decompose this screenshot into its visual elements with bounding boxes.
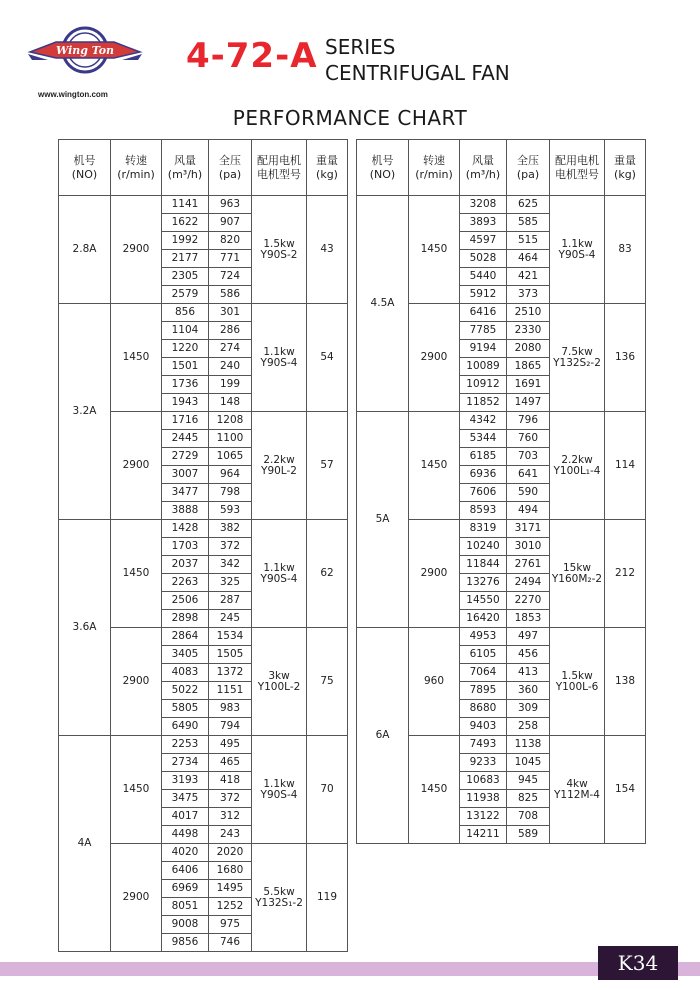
table-row — [357, 628, 646, 646]
speed-cell: 1450 — [111, 520, 162, 628]
airflow-cell: 3893 — [460, 214, 507, 232]
performance-table-left — [58, 139, 348, 952]
airflow-cell: 2506 — [162, 592, 209, 610]
pressure-cell: 2080 — [507, 340, 550, 358]
model-cell: 4A — [59, 736, 111, 952]
airflow-cell: 2864 — [162, 628, 209, 646]
pressure-cell: 274 — [209, 340, 252, 358]
airflow-cell: 6416 — [460, 304, 507, 322]
table-row — [59, 520, 348, 538]
motor-cell — [550, 520, 605, 628]
airflow-cell: 8593 — [460, 502, 507, 520]
motor-cell-line1: 7.5kw — [561, 345, 593, 358]
airflow-cell: 9856 — [162, 934, 209, 952]
motor-cell-line2: Y90L-2 — [261, 464, 297, 477]
speed-cell: 1450 — [409, 196, 460, 304]
pressure-cell: 794 — [209, 718, 252, 736]
airflow-cell: 2729 — [162, 448, 209, 466]
col-header-pressure — [507, 140, 550, 196]
pressure-cell: 963 — [209, 196, 252, 214]
col-header-speed — [409, 140, 460, 196]
airflow-cell: 7064 — [460, 664, 507, 682]
col-header-airflow — [460, 140, 507, 196]
pressure-cell: 945 — [507, 772, 550, 790]
pressure-cell: 1691 — [507, 376, 550, 394]
pressure-cell: 1151 — [209, 682, 252, 700]
speed-cell: 960 — [409, 628, 460, 736]
pressure-cell: 641 — [507, 466, 550, 484]
weight-cell: 43 — [307, 196, 348, 304]
motor-cell-line1: 2.2kw — [561, 453, 593, 466]
airflow-cell: 1736 — [162, 376, 209, 394]
motor-cell-line1: 4kw — [566, 777, 588, 790]
airflow-cell: 1428 — [162, 520, 209, 538]
motor-cell — [252, 304, 307, 412]
pressure-cell: 2494 — [507, 574, 550, 592]
col-header-speed-line2: (r/min) — [415, 167, 453, 181]
speed-cell: 1450 — [409, 736, 460, 844]
airflow-cell: 6936 — [460, 466, 507, 484]
airflow-cell: 1703 — [162, 538, 209, 556]
airflow-cell: 2734 — [162, 754, 209, 772]
airflow-cell: 14211 — [460, 826, 507, 844]
col-header-motor-line2: 电机型号 — [257, 167, 301, 181]
col-header-weight — [605, 140, 646, 196]
pressure-cell: 760 — [507, 430, 550, 448]
col-header-weight-line2: (kg) — [614, 167, 636, 181]
pressure-cell: 798 — [209, 484, 252, 502]
speed-cell: 1450 — [111, 304, 162, 412]
motor-cell-line2: Y90S-4 — [260, 788, 298, 801]
col-header-speed-line1: 转速 — [423, 153, 445, 167]
airflow-cell: 4342 — [460, 412, 507, 430]
speed-cell: 2900 — [111, 844, 162, 952]
motor-cell — [550, 628, 605, 736]
weight-cell: 136 — [605, 304, 646, 412]
pressure-cell: 456 — [507, 646, 550, 664]
logo-text: Wing Ton — [55, 44, 115, 57]
speed-cell: 1450 — [409, 412, 460, 520]
airflow-cell: 10683 — [460, 772, 507, 790]
pressure-cell: 1865 — [507, 358, 550, 376]
speed-cell: 2900 — [409, 304, 460, 412]
model-cell: 2.8A — [59, 196, 111, 304]
speed-cell: 2900 — [111, 628, 162, 736]
pressure-cell: 586 — [209, 286, 252, 304]
pressure-cell: 373 — [507, 286, 550, 304]
airflow-cell: 2253 — [162, 736, 209, 754]
pressure-cell: 245 — [209, 610, 252, 628]
airflow-cell: 9194 — [460, 340, 507, 358]
airflow-cell: 6490 — [162, 718, 209, 736]
col-header-airflow — [162, 140, 209, 196]
pressure-cell: 796 — [507, 412, 550, 430]
airflow-cell: 2305 — [162, 268, 209, 286]
col-header-pressure — [209, 140, 252, 196]
table-row — [59, 304, 348, 322]
airflow-cell: 10240 — [460, 538, 507, 556]
col-header-pressure-line2: (pa) — [516, 167, 540, 181]
model-cell: 4.5A — [357, 196, 409, 412]
weight-cell: 212 — [605, 520, 646, 628]
airflow-cell: 7785 — [460, 322, 507, 340]
airflow-cell: 856 — [162, 304, 209, 322]
pressure-cell: 495 — [209, 736, 252, 754]
motor-cell-line2: Y160M₂-2 — [551, 572, 603, 585]
airflow-cell: 9403 — [460, 718, 507, 736]
pressure-cell: 585 — [507, 214, 550, 232]
pressure-cell: 625 — [507, 196, 550, 214]
col-header-model-no-line2: (NO) — [369, 167, 396, 181]
weight-cell: 138 — [605, 628, 646, 736]
motor-cell — [252, 412, 307, 520]
col-header-model-no — [59, 140, 111, 196]
pressure-cell: 258 — [507, 718, 550, 736]
weight-cell: 154 — [605, 736, 646, 844]
airflow-cell: 6969 — [162, 880, 209, 898]
series-line-1: SERIES — [325, 35, 396, 59]
pressure-cell: 515 — [507, 232, 550, 250]
col-header-model-no-line1: 机号 — [371, 153, 394, 167]
airflow-cell: 5028 — [460, 250, 507, 268]
airflow-cell: 11844 — [460, 556, 507, 574]
airflow-cell: 14550 — [460, 592, 507, 610]
airflow-cell: 9233 — [460, 754, 507, 772]
pressure-cell: 825 — [507, 790, 550, 808]
airflow-cell: 7606 — [460, 484, 507, 502]
pressure-cell: 325 — [209, 574, 252, 592]
weight-cell: 119 — [307, 844, 348, 952]
airflow-cell: 4498 — [162, 826, 209, 844]
pressure-cell: 1853 — [507, 610, 550, 628]
pressure-cell: 286 — [209, 322, 252, 340]
pressure-cell: 382 — [209, 520, 252, 538]
col-header-weight-line2: (kg) — [316, 167, 338, 181]
airflow-cell: 4083 — [162, 664, 209, 682]
motor-cell — [252, 520, 307, 628]
pressure-cell: 3171 — [507, 520, 550, 538]
col-header-pressure-line1: 全压 — [219, 153, 241, 167]
pressure-cell: 148 — [209, 394, 252, 412]
motor-cell-line2: Y100L-6 — [555, 680, 599, 693]
airflow-cell: 1716 — [162, 412, 209, 430]
airflow-cell: 8319 — [460, 520, 507, 538]
col-header-speed — [111, 140, 162, 196]
pressure-cell: 589 — [507, 826, 550, 844]
col-header-weight-line1: 重量 — [614, 153, 636, 167]
col-header-weight — [307, 140, 348, 196]
col-header-weight-line1: 重量 — [316, 153, 338, 167]
model-cell: 3.2A — [59, 304, 111, 520]
airflow-cell: 5912 — [460, 286, 507, 304]
airflow-cell: 1104 — [162, 322, 209, 340]
col-header-pressure-line2: (pa) — [218, 167, 242, 181]
pressure-cell: 975 — [209, 916, 252, 934]
pressure-cell: 820 — [209, 232, 252, 250]
airflow-cell: 7895 — [460, 682, 507, 700]
col-header-model-no — [357, 140, 409, 196]
airflow-cell: 3475 — [162, 790, 209, 808]
airflow-cell: 1501 — [162, 358, 209, 376]
pressure-cell: 342 — [209, 556, 252, 574]
pressure-cell: 494 — [507, 502, 550, 520]
airflow-cell: 1141 — [162, 196, 209, 214]
airflow-cell: 11852 — [460, 394, 507, 412]
page-code: K34 — [598, 946, 678, 980]
wington-logo — [26, 24, 144, 90]
model-cell: 5A — [357, 412, 409, 628]
table-row — [357, 412, 646, 430]
pressure-cell: 1208 — [209, 412, 252, 430]
airflow-cell: 5344 — [460, 430, 507, 448]
motor-cell-line2: Y132S₁-2 — [255, 896, 303, 909]
pressure-cell: 724 — [209, 268, 252, 286]
pressure-cell: 2510 — [507, 304, 550, 322]
col-header-model-no-line2: (NO) — [71, 167, 98, 181]
pressure-cell: 1372 — [209, 664, 252, 682]
pressure-cell: 590 — [507, 484, 550, 502]
airflow-cell: 5805 — [162, 700, 209, 718]
pressure-cell: 983 — [209, 700, 252, 718]
airflow-cell: 4953 — [460, 628, 507, 646]
weight-cell: 57 — [307, 412, 348, 520]
pressure-cell: 372 — [209, 538, 252, 556]
airflow-cell: 4597 — [460, 232, 507, 250]
pressure-cell: 1100 — [209, 430, 252, 448]
motor-cell-line2: Y90S-4 — [260, 356, 298, 369]
series-title — [325, 34, 510, 86]
col-header-motor — [550, 140, 605, 196]
table-row — [59, 736, 348, 754]
pressure-cell: 1065 — [209, 448, 252, 466]
motor-cell — [550, 304, 605, 412]
airflow-cell: 8680 — [460, 700, 507, 718]
speed-cell: 2900 — [111, 196, 162, 304]
airflow-cell: 1943 — [162, 394, 209, 412]
pressure-cell: 464 — [507, 250, 550, 268]
col-header-airflow-line1: 风量 — [174, 153, 196, 167]
motor-cell — [252, 844, 307, 952]
pressure-cell: 309 — [507, 700, 550, 718]
pressure-cell: 2020 — [209, 844, 252, 862]
col-header-motor-line1: 配用电机 — [555, 153, 599, 167]
airflow-cell: 3208 — [460, 196, 507, 214]
model-cell: 6A — [357, 628, 409, 844]
pressure-cell: 287 — [209, 592, 252, 610]
airflow-cell: 6406 — [162, 862, 209, 880]
motor-cell — [252, 628, 307, 736]
weight-cell: 70 — [307, 736, 348, 844]
col-header-airflow-line2: (m³/h) — [465, 167, 501, 181]
performance-table-right — [356, 139, 646, 844]
motor-cell-line1: 1.1kw — [263, 561, 295, 574]
airflow-cell: 2177 — [162, 250, 209, 268]
weight-cell: 114 — [605, 412, 646, 520]
weight-cell: 83 — [605, 196, 646, 304]
airflow-cell: 3007 — [162, 466, 209, 484]
pressure-cell: 1680 — [209, 862, 252, 880]
pressure-cell: 1497 — [507, 394, 550, 412]
motor-cell-line1: 2.2kw — [263, 453, 295, 466]
pressure-cell: 418 — [209, 772, 252, 790]
header-row — [59, 140, 348, 196]
airflow-cell: 13122 — [460, 808, 507, 826]
pressure-cell: 3010 — [507, 538, 550, 556]
weight-cell: 54 — [307, 304, 348, 412]
speed-cell: 1450 — [111, 736, 162, 844]
pressure-cell: 703 — [507, 448, 550, 466]
airflow-cell: 13276 — [460, 574, 507, 592]
motor-cell-line2: Y100L₁-4 — [553, 464, 601, 477]
pressure-cell: 2330 — [507, 322, 550, 340]
website-url[interactable]: www.wington.com — [38, 90, 108, 99]
airflow-cell: 2263 — [162, 574, 209, 592]
speed-cell: 2900 — [111, 412, 162, 520]
pressure-cell: 1505 — [209, 646, 252, 664]
airflow-cell: 16420 — [460, 610, 507, 628]
airflow-cell: 9008 — [162, 916, 209, 934]
col-header-speed-line2: (r/min) — [117, 167, 155, 181]
motor-cell-line1: 5.5kw — [263, 885, 295, 898]
pressure-cell: 243 — [209, 826, 252, 844]
airflow-cell: 10912 — [460, 376, 507, 394]
pressure-cell: 593 — [209, 502, 252, 520]
pressure-cell: 1495 — [209, 880, 252, 898]
motor-cell-line2: Y90S-4 — [558, 248, 596, 261]
motor-cell — [550, 736, 605, 844]
chart-heading: PERFORMANCE CHART — [232, 106, 468, 130]
airflow-cell: 2898 — [162, 610, 209, 628]
footer-bar — [0, 962, 700, 976]
header-row — [357, 140, 646, 196]
pressure-cell: 708 — [507, 808, 550, 826]
motor-cell-line2: Y112M-4 — [554, 788, 600, 801]
col-header-motor-line1: 配用电机 — [257, 153, 301, 167]
motor-cell-line2: Y132S₂-2 — [553, 356, 601, 369]
pressure-cell: 497 — [507, 628, 550, 646]
pressure-cell: 1045 — [507, 754, 550, 772]
weight-cell: 75 — [307, 628, 348, 736]
motor-cell — [550, 412, 605, 520]
pressure-cell: 421 — [507, 268, 550, 286]
col-header-motor — [252, 140, 307, 196]
airflow-cell: 1992 — [162, 232, 209, 250]
pressure-cell: 771 — [209, 250, 252, 268]
col-header-speed-line1: 转速 — [125, 153, 147, 167]
airflow-cell: 2037 — [162, 556, 209, 574]
airflow-cell: 2445 — [162, 430, 209, 448]
weight-cell: 62 — [307, 520, 348, 628]
motor-cell — [252, 736, 307, 844]
airflow-cell: 3477 — [162, 484, 209, 502]
pressure-cell: 301 — [209, 304, 252, 322]
pressure-cell: 413 — [507, 664, 550, 682]
pressure-cell: 199 — [209, 376, 252, 394]
motor-cell-line2: Y90S-4 — [260, 572, 298, 585]
pressure-cell: 240 — [209, 358, 252, 376]
pressure-cell: 2270 — [507, 592, 550, 610]
col-header-model-no-line1: 机号 — [73, 153, 96, 167]
pressure-cell: 1252 — [209, 898, 252, 916]
col-header-pressure-line1: 全压 — [517, 153, 539, 167]
airflow-cell: 4017 — [162, 808, 209, 826]
airflow-cell: 3405 — [162, 646, 209, 664]
model-cell: 3.6A — [59, 520, 111, 736]
col-header-airflow-line1: 风量 — [472, 153, 494, 167]
pressure-cell: 465 — [209, 754, 252, 772]
series-line-2: CENTRIFUGAL FAN — [325, 61, 510, 85]
motor-cell-line1: 15kw — [562, 561, 592, 574]
motor-cell-line2: Y100L-2 — [257, 680, 301, 693]
airflow-cell: 4020 — [162, 844, 209, 862]
motor-cell-line1: 1.1kw — [561, 237, 593, 250]
pressure-cell: 746 — [209, 934, 252, 952]
pressure-cell: 1138 — [507, 736, 550, 754]
motor-cell — [550, 196, 605, 304]
motor-cell — [252, 196, 307, 304]
pressure-cell: 372 — [209, 790, 252, 808]
speed-cell: 2900 — [409, 520, 460, 628]
motor-cell-line1: 3kw — [268, 669, 290, 682]
motor-cell-line1: 1.5kw — [263, 237, 295, 250]
airflow-cell: 11938 — [460, 790, 507, 808]
motor-cell-line1: 1.1kw — [263, 345, 295, 358]
pressure-cell: 964 — [209, 466, 252, 484]
col-header-airflow-line2: (m³/h) — [167, 167, 203, 181]
motor-cell-line1: 1.5kw — [561, 669, 593, 682]
airflow-cell: 3193 — [162, 772, 209, 790]
airflow-cell: 5022 — [162, 682, 209, 700]
model-title: 4-72-A — [186, 36, 318, 76]
airflow-cell: 10089 — [460, 358, 507, 376]
airflow-cell: 8051 — [162, 898, 209, 916]
airflow-cell: 6105 — [460, 646, 507, 664]
pressure-cell: 312 — [209, 808, 252, 826]
table-row — [59, 196, 348, 214]
col-header-motor-line2: 电机型号 — [555, 167, 599, 181]
pressure-cell: 907 — [209, 214, 252, 232]
pressure-cell: 1534 — [209, 628, 252, 646]
airflow-cell: 1622 — [162, 214, 209, 232]
airflow-cell: 6185 — [460, 448, 507, 466]
airflow-cell: 5440 — [460, 268, 507, 286]
pressure-cell: 360 — [507, 682, 550, 700]
motor-cell-line2: Y90S-2 — [260, 248, 298, 261]
table-row — [357, 196, 646, 214]
airflow-cell: 3888 — [162, 502, 209, 520]
airflow-cell: 2579 — [162, 286, 209, 304]
airflow-cell: 1220 — [162, 340, 209, 358]
motor-cell-line1: 1.1kw — [263, 777, 295, 790]
pressure-cell: 2761 — [507, 556, 550, 574]
airflow-cell: 7493 — [460, 736, 507, 754]
